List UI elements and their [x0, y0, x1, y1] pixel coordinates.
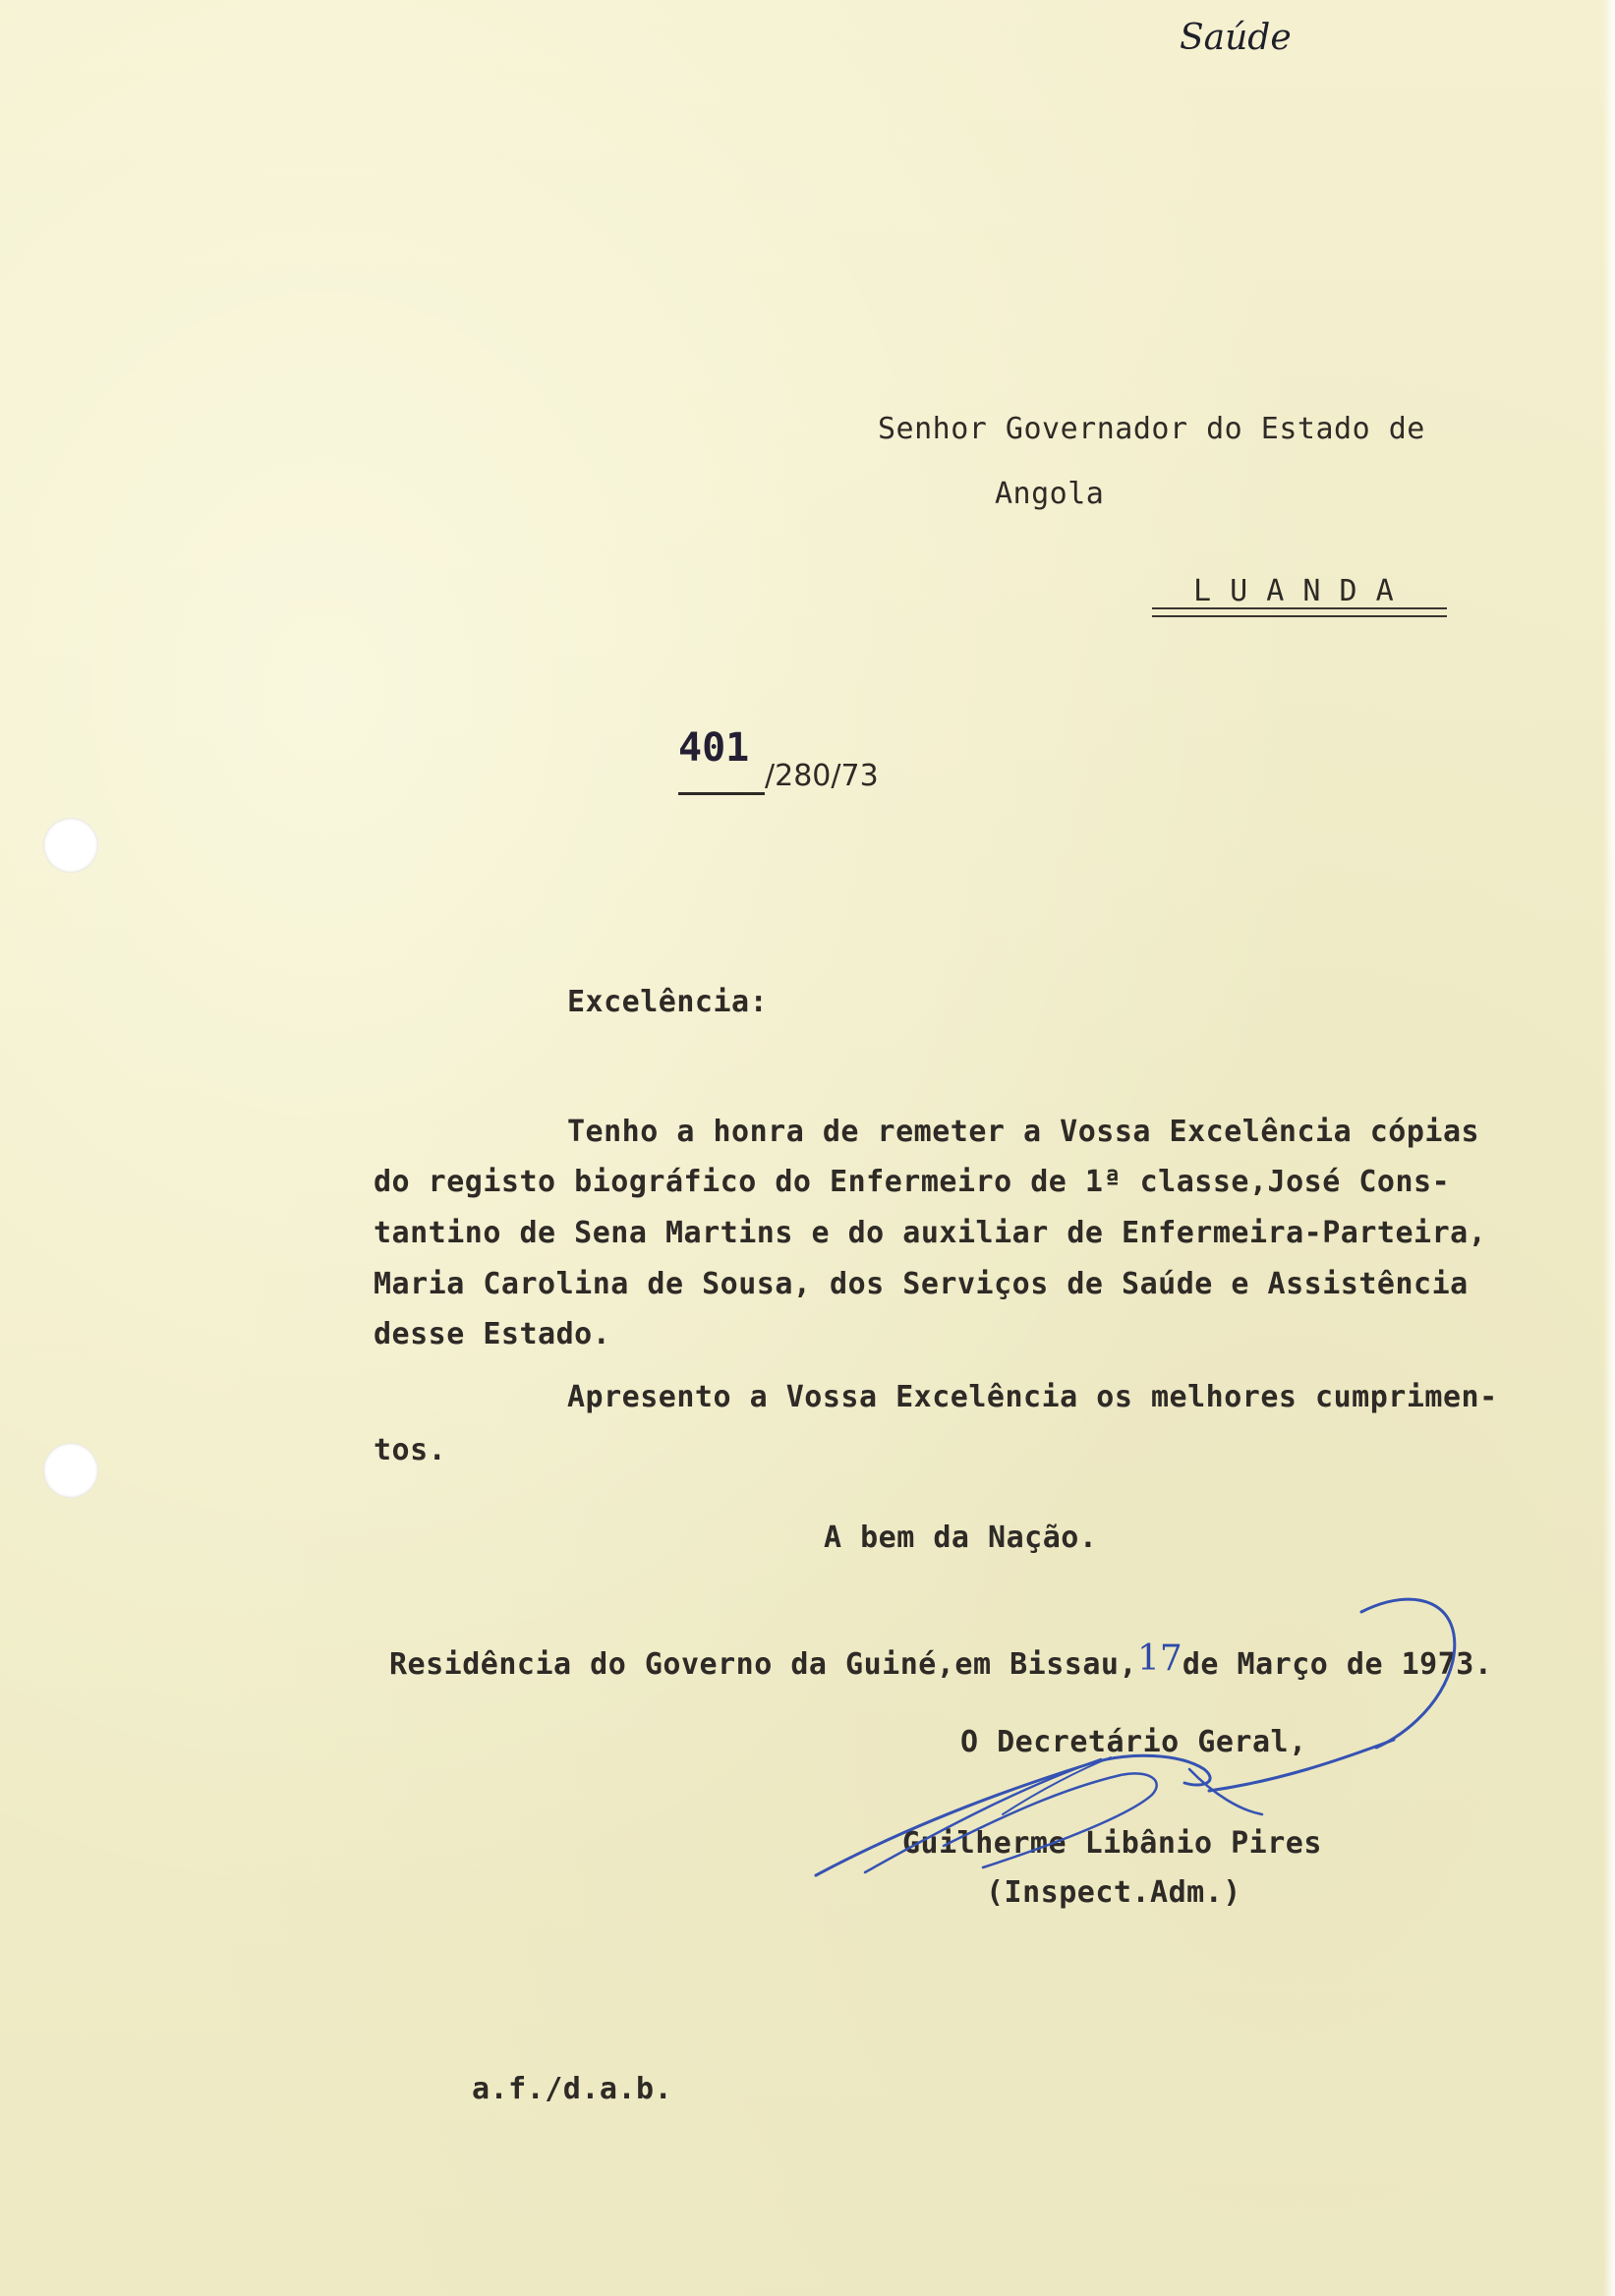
signatory-name: Guilherme Libânio Pires [902, 1826, 1322, 1861]
body-line: tantino de Sena Martins e do auxiliar de Enfermeira-Parteira, [374, 1216, 1487, 1250]
reference-suffix: /280/73 [765, 759, 879, 793]
reference-underline [678, 792, 765, 795]
punch-hole-top [43, 818, 98, 873]
addressee-line-1: Senhor Governador do Estado de [878, 412, 1425, 446]
signatory-rank: (Inspect.Adm.) [986, 1875, 1241, 1910]
paper-edge [1603, 0, 1615, 2296]
place-and-date [374, 1625, 1492, 1700]
body-line: tos. [374, 1433, 447, 1467]
place-date-prefix: Residência do Governo da Guiné,em Bissau, [389, 1647, 1138, 1682]
signatory-title: O Decretário Geral, [960, 1725, 1307, 1759]
salutation: Excelência: [567, 985, 769, 1019]
closing-formula: A bem da Nação. [824, 1521, 1098, 1555]
city-underline [1152, 607, 1447, 617]
body-line: Apresento a Vossa Excelência os melhores cumprimen- [567, 1380, 1498, 1414]
handwritten-day: 17 [1137, 1638, 1182, 1679]
addressee-line-2: Angola [995, 477, 1105, 511]
typist-initials: a.f./d.a.b. [472, 2072, 673, 2106]
body-line: Tenho a honra de remeter a Vossa Excelência cópias [567, 1115, 1480, 1149]
body-line: do registo biográfico do Enfermeiro de 1ª classe,José Cons- [374, 1165, 1451, 1199]
addressee-city: L U A N D A [1193, 574, 1395, 608]
body-line: desse Estado. [374, 1317, 611, 1351]
handwritten-annotation: Saúde [1180, 18, 1292, 58]
punch-hole-bottom [43, 1443, 98, 1498]
reference-number: 401 [678, 725, 750, 771]
place-date-suffix: de Março de 1973. [1182, 1647, 1493, 1682]
body-line: Maria Carolina de Sousa, dos Serviços de Saúde e Assistência [374, 1267, 1469, 1301]
